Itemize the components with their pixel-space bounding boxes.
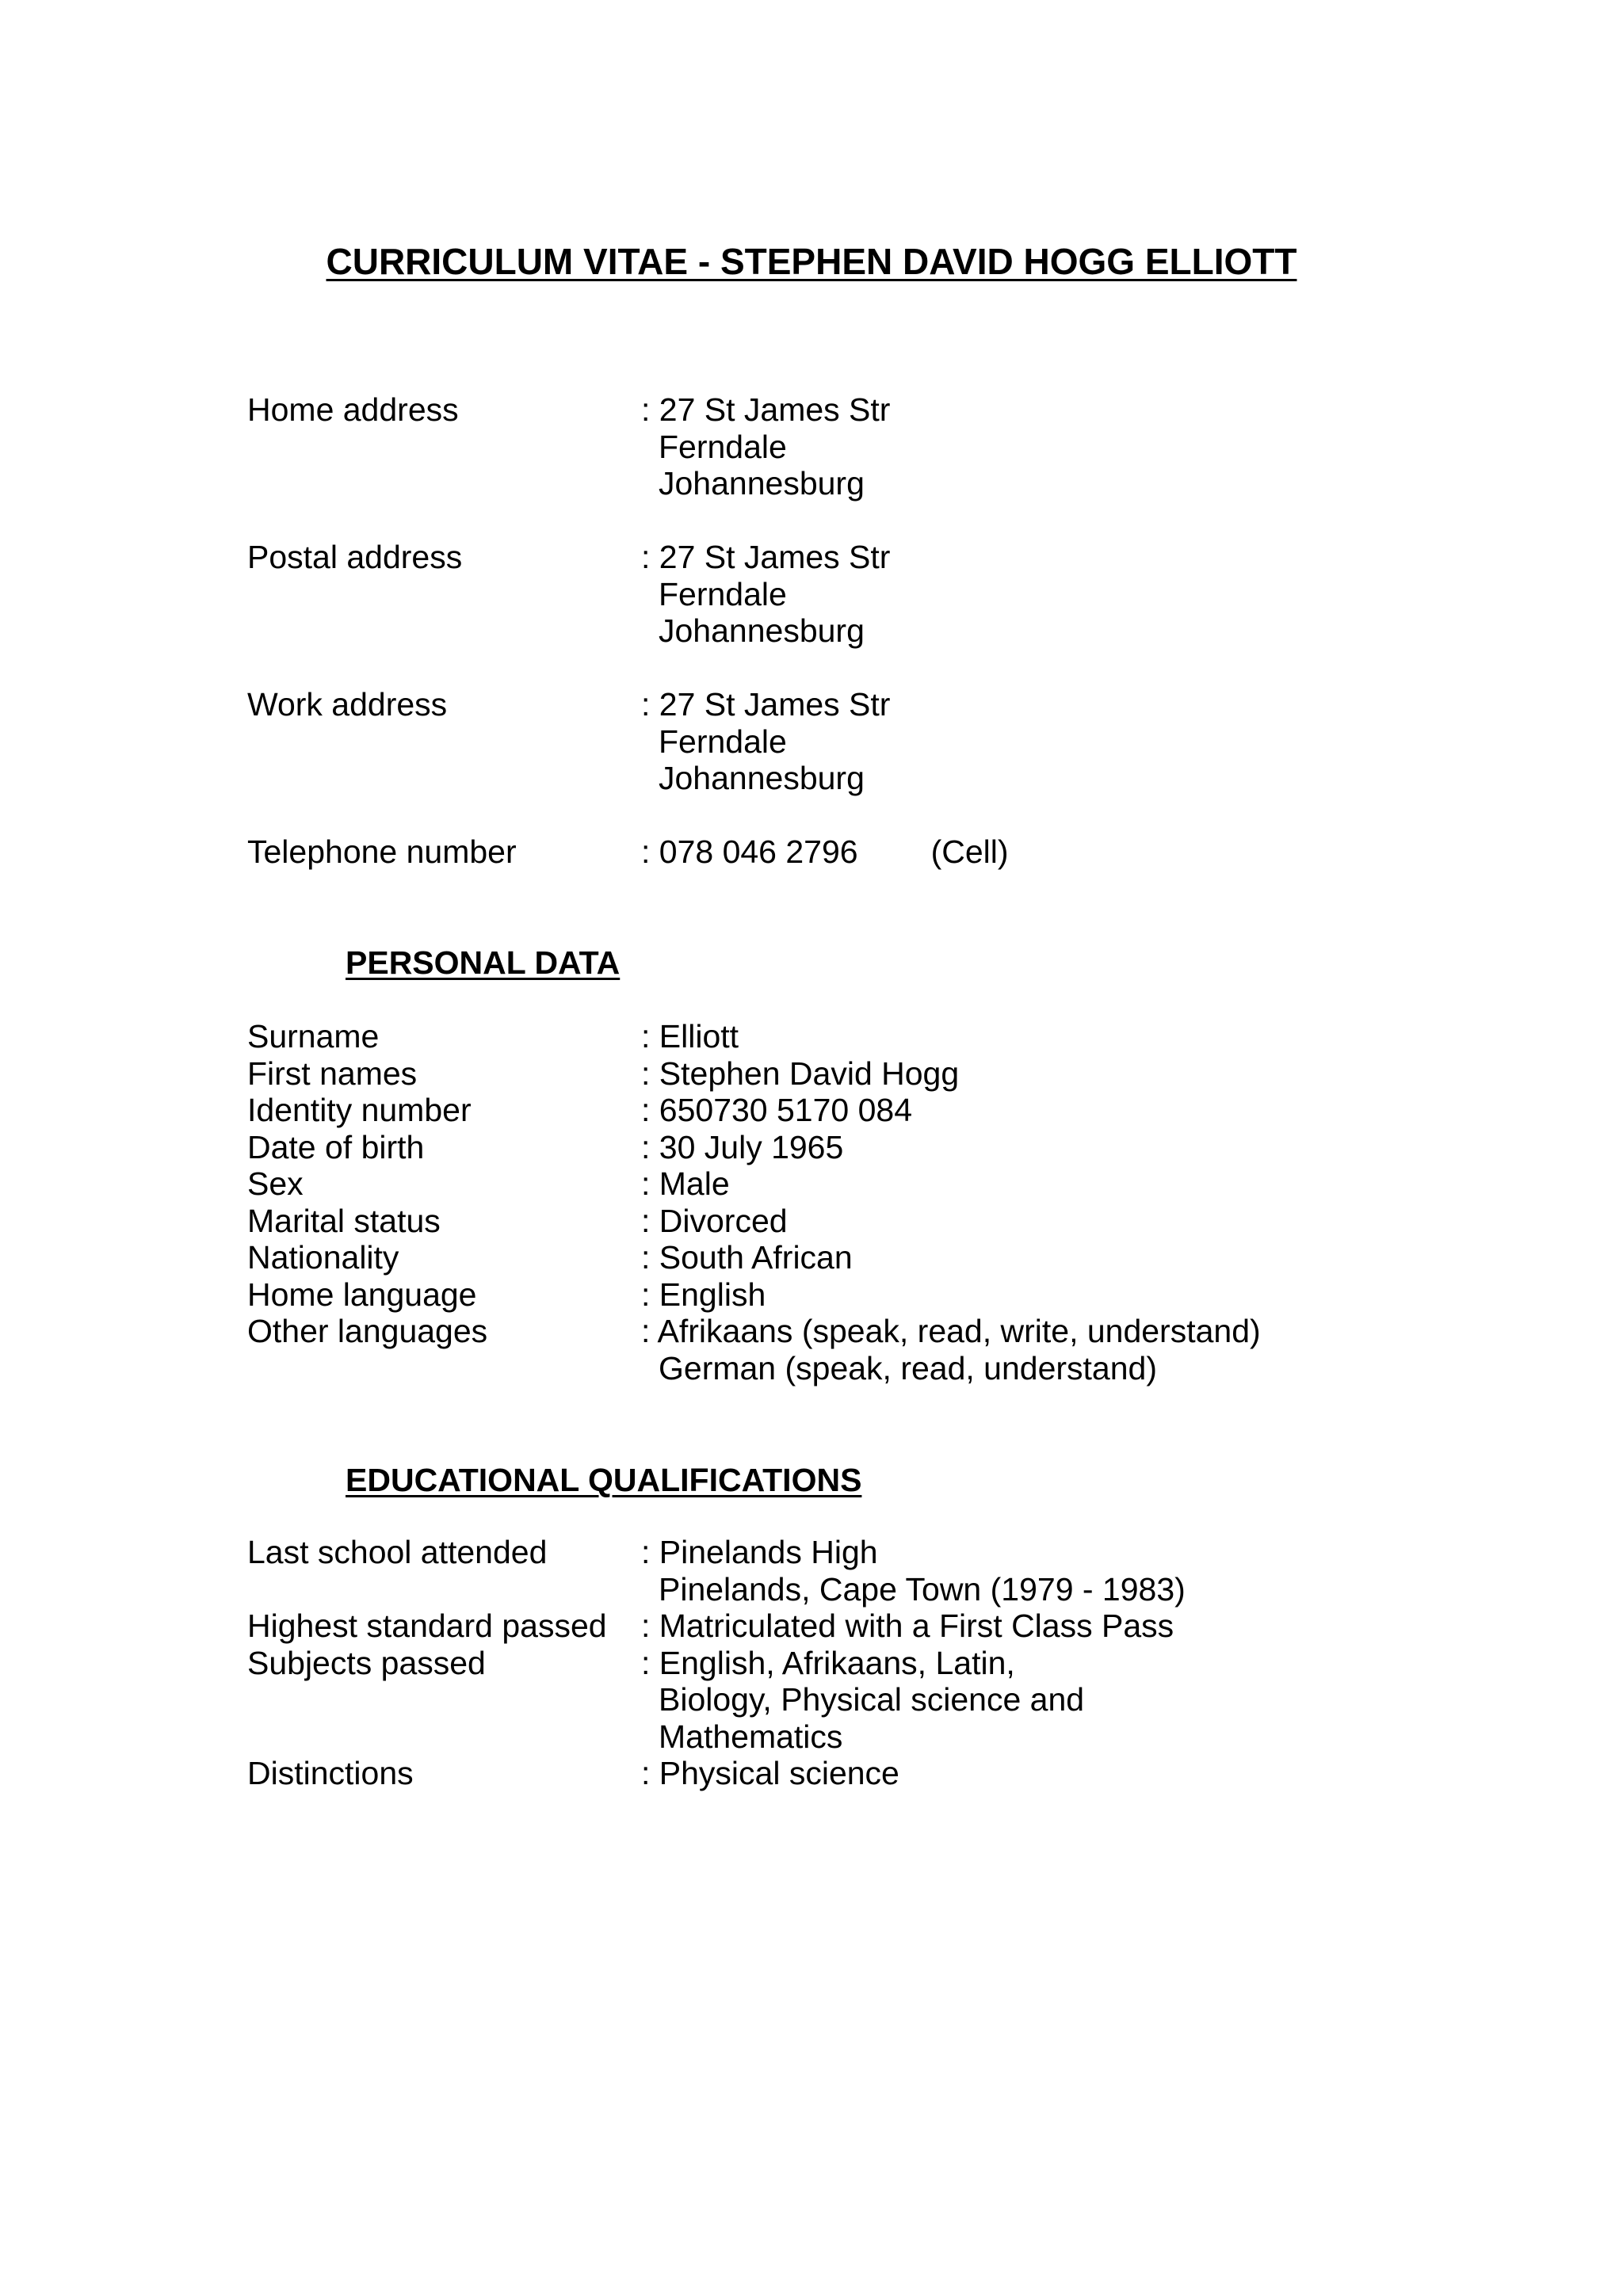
date-of-birth-label: Date of birth xyxy=(247,1128,425,1165)
first-names-label: First names xyxy=(247,1055,418,1092)
home-language-value xyxy=(641,1276,766,1314)
home-address-label: Home address xyxy=(247,391,459,428)
home-address-value xyxy=(641,391,890,502)
work-address-row xyxy=(247,686,1009,797)
telephone-type-note: (Cell) xyxy=(930,833,1009,870)
last-school-line: Pinelands, Cape Town (1979 - 1983) xyxy=(659,1570,1186,1608)
last-school-value xyxy=(641,1534,1186,1608)
education-section xyxy=(247,1534,1186,1792)
personal-data-row xyxy=(247,1239,1261,1276)
home-address-row xyxy=(247,391,1009,502)
education-row xyxy=(247,1608,1186,1645)
education-heading: EDUCATIONAL QUALIFICATIONS xyxy=(346,1462,862,1498)
work-address-line: : 27 St James Str xyxy=(641,686,891,723)
work-address-value xyxy=(641,686,890,797)
date-of-birth-value xyxy=(641,1129,843,1166)
postal-address-value xyxy=(641,539,890,650)
first-names-line: : Stephen David Hogg xyxy=(641,1055,960,1092)
subjects-passed-label: Subjects passed xyxy=(247,1644,486,1681)
personal-data-row xyxy=(247,1092,1261,1129)
contact-section xyxy=(247,391,1009,871)
personal-data-section xyxy=(247,1018,1261,1386)
nationality-value xyxy=(641,1239,853,1276)
postal-address-line: Johannesburg xyxy=(659,612,865,649)
telephone-label: Telephone number xyxy=(247,833,517,870)
identity-number-label: Identity number xyxy=(247,1092,472,1128)
work-address-label: Work address xyxy=(247,686,448,723)
postal-address-row xyxy=(247,539,1009,650)
distinctions-label: Distinctions xyxy=(247,1755,414,1791)
nationality-line: : South African xyxy=(641,1239,853,1276)
education-row xyxy=(247,1755,1186,1792)
work-address-line: Ferndale xyxy=(659,723,787,760)
education-row xyxy=(247,1645,1186,1756)
home-language-label: Home language xyxy=(247,1276,477,1313)
first-names-value xyxy=(641,1055,959,1093)
postal-address-label: Postal address xyxy=(247,539,463,575)
sex-label: Sex xyxy=(247,1165,304,1202)
other-languages-value xyxy=(641,1313,1261,1386)
highest-standard-label: Highest standard passed xyxy=(247,1608,607,1644)
last-school-line: : Pinelands High xyxy=(641,1534,878,1570)
identity-number-value xyxy=(641,1092,912,1129)
personal-data-row xyxy=(247,1129,1261,1166)
home-address-line: : 27 St James Str xyxy=(641,391,891,428)
telephone-row xyxy=(247,833,1009,871)
personal-data-row xyxy=(247,1165,1261,1203)
marital-status-value xyxy=(641,1203,788,1240)
other-languages-line: German (speak, read, understand) xyxy=(659,1349,1157,1386)
marital-status-label: Marital status xyxy=(247,1202,441,1239)
telephone-value xyxy=(641,833,1009,871)
education-row xyxy=(247,1534,1186,1608)
marital-status-line: : Divorced xyxy=(641,1202,788,1239)
highest-standard-value xyxy=(641,1608,1174,1645)
highest-standard-line: : Matriculated with a First Class Pass xyxy=(641,1608,1174,1644)
distinctions-value xyxy=(641,1755,899,1792)
surname-value xyxy=(641,1018,739,1055)
telephone-number: : 078 046 2796 xyxy=(641,833,858,870)
distinctions-line: : Physical science xyxy=(641,1755,899,1791)
other-languages-label: Other languages xyxy=(247,1313,488,1349)
work-address-line: Johannesburg xyxy=(659,760,865,796)
surname-line: : Elliott xyxy=(641,1018,739,1055)
personal-data-row xyxy=(247,1018,1261,1055)
sex-line: : Male xyxy=(641,1165,730,1202)
home-language-line: : English xyxy=(641,1276,766,1313)
nationality-label: Nationality xyxy=(247,1239,399,1276)
postal-address-line: : 27 St James Str xyxy=(641,539,891,575)
subjects-passed-line: Mathematics xyxy=(659,1718,843,1755)
other-languages-line: : Afrikaans (speak, read, write, understand) xyxy=(641,1313,1261,1349)
home-address-line: Ferndale xyxy=(659,428,787,465)
page-title: CURRICULUM VITAE - STEPHEN DAVID HOGG ELLIOTT xyxy=(326,241,1297,282)
date-of-birth-line: : 30 July 1965 xyxy=(641,1128,844,1165)
last-school-label: Last school attended xyxy=(247,1534,548,1570)
personal-data-row xyxy=(247,1203,1261,1240)
personal-data-row xyxy=(247,1276,1261,1314)
postal-address-line: Ferndale xyxy=(659,575,787,612)
surname-label: Surname xyxy=(247,1018,380,1055)
subjects-passed-value xyxy=(641,1645,1084,1756)
home-address-line: Johannesburg xyxy=(659,465,865,502)
subjects-passed-line: : English, Afrikaans, Latin, xyxy=(641,1644,1015,1681)
subjects-passed-line: Biology, Physical science and xyxy=(659,1681,1085,1718)
identity-number-line: : 650730 5170 084 xyxy=(641,1092,912,1128)
personal-data-row xyxy=(247,1313,1261,1386)
personal-data-heading: PERSONAL DATA xyxy=(346,944,621,981)
personal-data-row xyxy=(247,1055,1261,1093)
sex-value xyxy=(641,1165,730,1203)
